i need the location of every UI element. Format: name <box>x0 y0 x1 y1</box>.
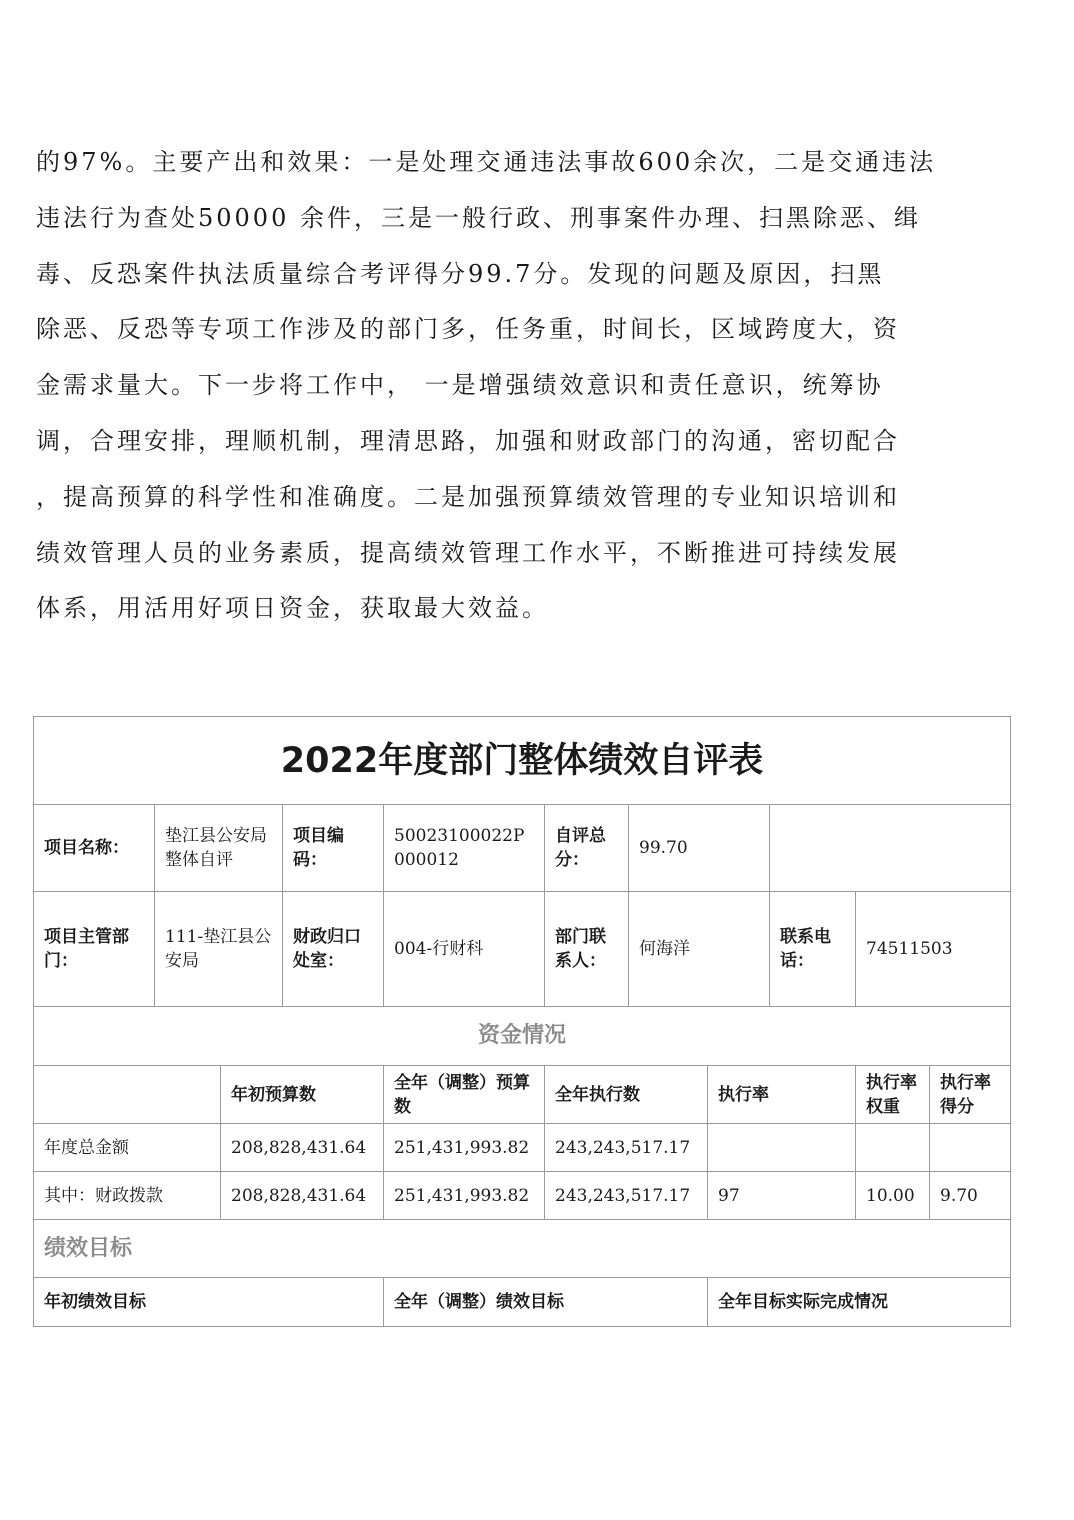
funds-cell: 251,431,993.82 <box>384 1124 545 1172</box>
phone-value: 74511503 <box>856 892 1011 1007</box>
paragraph-line: 金需求量大。下一步将工作中， 一是增强绩效意识和责任意识，统筹协 <box>36 371 884 400</box>
score-label: 自评总分： <box>545 805 629 892</box>
paragraph-line: 绩效管理人员的业务素质，提高绩效管理工作水平，不断推进可持续发展 <box>36 538 900 567</box>
funds-cell: 10.00 <box>856 1172 930 1220</box>
funds-cell <box>930 1124 1011 1172</box>
funds-cell: 208,828,431.64 <box>221 1124 384 1172</box>
funds-cell <box>708 1124 856 1172</box>
paragraph-line: 除恶、反恐等专项工作涉及的部门多，任务重，时间长，区域跨度大，资 <box>36 315 900 344</box>
funds-cell <box>856 1124 930 1172</box>
paragraph-line: 毒、反恐案件执法质量综合考评得分99.7分。发现的问题及原因，扫黑 <box>36 259 885 288</box>
project-code-label: 项目编码： <box>283 805 384 892</box>
empty-cell <box>770 805 1011 892</box>
score-value: 99.70 <box>629 805 770 892</box>
paragraph-line: 调，合理安排，理顺机制，理清思路，加强和财政部门的沟通，密切配合 <box>36 426 900 455</box>
phone-label: 联系电话： <box>770 892 856 1007</box>
table-row <box>34 1172 1011 1220</box>
paragraph-line: 违法行为查处50000 余件，三是一般行政、刑事案件办理、扫黑除恶、缉 <box>36 203 921 232</box>
paragraph-line: 的97%。主要产出和效果：一是处理交通违法事故600余次，二是交通违法 <box>36 148 937 176</box>
funds-header-exec-rate: 执行率 <box>708 1066 856 1124</box>
funds-header-adjusted-budget: 全年（调整）预算数 <box>384 1066 545 1124</box>
goals-header-initial: 年初绩效目标 <box>34 1278 384 1327</box>
project-name-label: 项目名称： <box>34 805 155 892</box>
funds-section-heading: 资金情况 <box>34 1007 1011 1066</box>
goals-header-actual: 全年目标实际完成情况 <box>708 1278 1011 1327</box>
contact-value: 何海洋 <box>629 892 770 1007</box>
body-paragraph <box>36 135 966 637</box>
project-code-value: 50023100022P000012 <box>384 805 545 892</box>
funds-header-executed: 全年执行数 <box>545 1066 708 1124</box>
funds-header-rate-weight: 执行率权重 <box>856 1066 930 1124</box>
funds-cell: 97 <box>708 1172 856 1220</box>
funds-cell: 9.70 <box>930 1172 1011 1220</box>
table-title: 2022年度部门整体绩效自评表 <box>34 717 1011 805</box>
funds-header-rate-score: 执行率得分 <box>930 1066 1011 1124</box>
empty-header-cell <box>34 1066 221 1124</box>
funds-cell: 243,243,517.17 <box>545 1172 708 1220</box>
finance-office-label: 财政归口处室： <box>283 892 384 1007</box>
funds-row-label: 其中：财政拨款 <box>34 1172 221 1220</box>
funds-cell: 251,431,993.82 <box>384 1172 545 1220</box>
funds-row-label: 年度总金额 <box>34 1124 221 1172</box>
contact-label: 部门联系人： <box>545 892 629 1007</box>
funds-cell: 208,828,431.64 <box>221 1172 384 1220</box>
project-name-value: 垫江县公安局整体自评 <box>155 805 283 892</box>
paragraph-line: 体系，用活用好项日资金，获取最大效益。 <box>36 594 549 623</box>
funds-cell: 243,243,517.17 <box>545 1124 708 1172</box>
paragraph-line: ，提高预算的科学性和准确度。二是加强预算绩效管理的专业知识培训和 <box>36 482 900 511</box>
dept-label: 项目主管部门： <box>34 892 155 1007</box>
goals-section-heading: 绩效目标 <box>34 1220 1011 1278</box>
dept-value: 111-垫江县公安局 <box>155 892 283 1007</box>
goals-header-adjusted: 全年（调整）绩效目标 <box>384 1278 708 1327</box>
table-row <box>34 1124 1011 1172</box>
funds-header-initial-budget: 年初预算数 <box>221 1066 384 1124</box>
finance-office-value: 004-行财科 <box>384 892 545 1007</box>
performance-table <box>33 716 1011 1327</box>
